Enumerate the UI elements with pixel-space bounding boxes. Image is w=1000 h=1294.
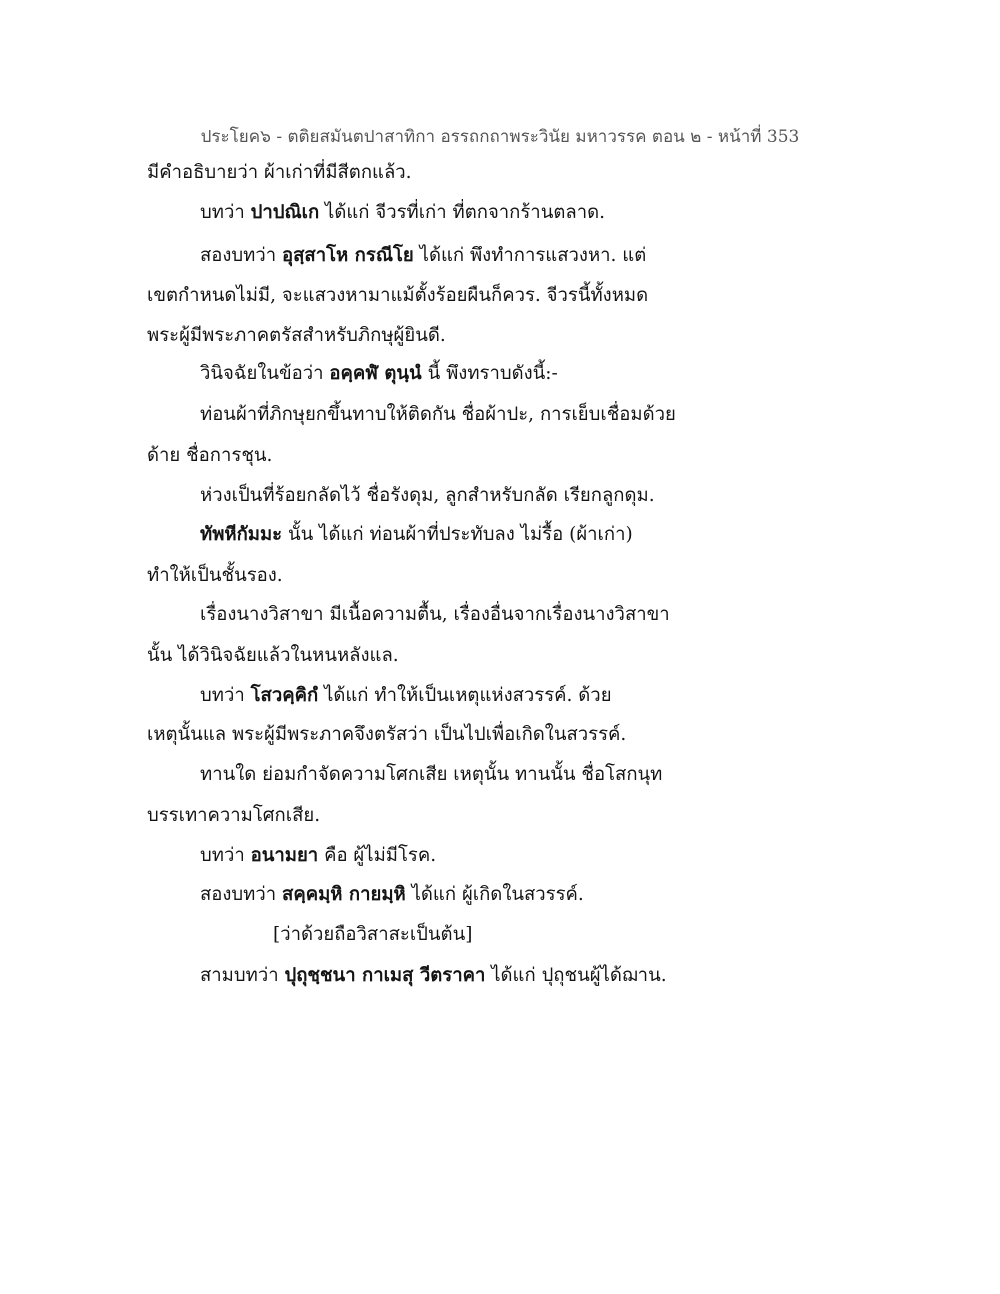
text-line: นั้น ได้วินิจฉัยแล้วในหนหลังแล. (147, 645, 399, 666)
text-line: สามบทว่า ปุถุชฺชนา กาเมสุ วีตราคา ได้แก่ ปุถุชนผู้ได้ฌาน. (200, 965, 667, 986)
text-line: เหตุนั้นแล พระผู้มีพระภาคจึงตรัสว่า เป็นไปเพื่อเกิดในสวรรค์. (147, 724, 627, 745)
pali-term: โสวคฺคิกํ (250, 685, 319, 706)
text-line: เรื่องนางวิสาขา มีเนื้อความตื้น, เรื่องอื่นจากเรื่องนางวิสาขา (200, 604, 670, 625)
text-line: บทว่า อนามยา คือ ผู้ไม่มีโรค. (200, 845, 437, 866)
text-line: สองบทว่า สคฺคมฺหิ กายมฺหิ ได้แก่ ผู้เกิดในสวรรค์. (200, 884, 584, 905)
text-line: มีคำอธิบายว่า ผ้าเก่าที่มีสีตกแล้ว. (147, 162, 412, 183)
text-line: ทำให้เป็นชั้นรอง. (147, 565, 283, 586)
pali-term: ปาปณิเก (250, 202, 320, 223)
text-line: ท่อนผ้าที่ภิกษุยกขึ้นทาบให้ติดกัน ชื่อผ้าปะ, การเย็บเชื่อมด้วย (200, 404, 676, 425)
text-line: ทัพหีกัมมะ นั้น ได้แก่ ท่อนผ้าที่ประทับลง ไม่รื้อ (ผ้าเก่า) (200, 524, 633, 545)
pali-term: อุสฺสาโห กรณีโย (282, 245, 414, 266)
section-heading: [ว่าด้วยถือวิสาสะเป็นต้น] (273, 924, 473, 945)
pali-term: ปุถุชฺชนา กาเมสุ วีตราคา (284, 965, 486, 986)
text-line: เขตกำหนดไม่มี, จะแสวงหามาแม้ตั้งร้อยผืนก็ควร. จีวรนี้ทั้งหมด (147, 285, 649, 306)
text-line: สองบทว่า อุสฺสาโห กรณีโย ได้แก่ พึงทำการแสวงหา. แต่ (200, 245, 647, 266)
text-line: วินิจฉัยในข้อว่า อคฺคฬํ ตุนฺนํ นี้ พึงทราบดังนี้:- (200, 363, 558, 384)
pali-term: สคฺคมฺหิ กายมฺหิ (282, 884, 406, 905)
pali-term: อนามยา (250, 845, 319, 866)
pali-term: อคฺคฬํ ตุนฺนํ (329, 363, 422, 384)
text-line: บทว่า โสวคฺคิกํ ได้แก่ ทำให้เป็นเหตุแห่งสวรรค์. ด้วย (200, 685, 612, 706)
text-line: ห่วงเป็นที่ร้อยกลัดไว้ ชื่อรังดุม, ลูกสำหรับกลัด เรียกลูกดุม. (200, 485, 655, 506)
text-line: ทานใด ย่อมกำจัดความโศกเสีย เหตุนั้น ทานนั้น ชื่อโสกนุท (200, 764, 663, 785)
pali-term: ทัพหีกัมมะ (200, 524, 283, 545)
text-line: บรรเทาความโศกเสีย. (147, 805, 321, 826)
text-line: พระผู้มีพระภาคตรัสสำหรับภิกษุผู้ยินดี. (147, 325, 446, 346)
page-header: ประโยค๖ - ตติยสมันตปาสาทิกา อรรถกถาพระวินัย มหาวรรค ตอน ๒ - หน้าที่ 353 (200, 127, 800, 147)
text-line: บทว่า ปาปณิเก ได้แก่ จีวรที่เก่า ที่ตกจากร้านตลาด. (200, 202, 605, 223)
text-line: ด้าย ชื่อการชุน. (147, 445, 273, 466)
